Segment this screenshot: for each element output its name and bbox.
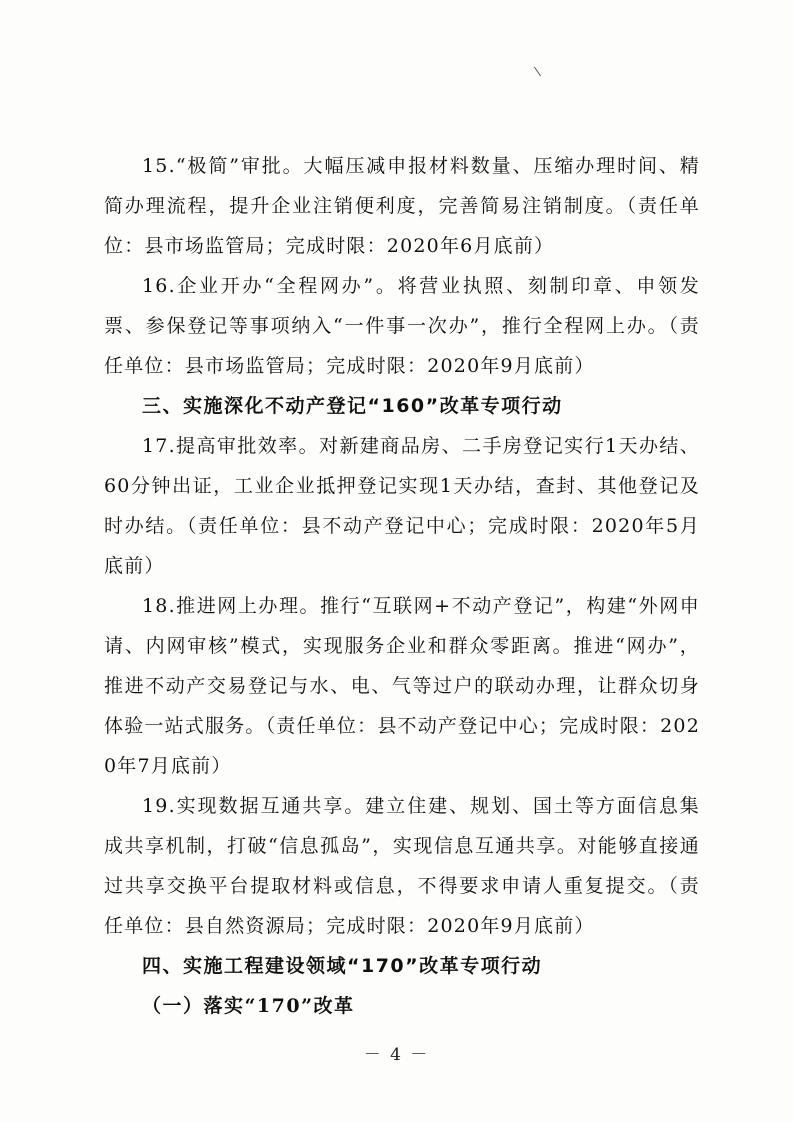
paragraph-item-18: 18.推进网上办理。推行“互联网+不动产登记”，构建“外网申请、内网审核”模式，实现服务企业和群众零距离。推进“网办”，推进不动产交易登记与水、电、气等过户的联动办理，让群众切身体验一站式服务。（责任单位：县不动产登记中心；完成时限：2020年7月底前） — [104, 595, 700, 777]
section-heading-3: 三、实施深化不动产登记“160”改革专项行动 — [142, 395, 563, 417]
document-body — [104, 146, 700, 1026]
paragraph-item-17: 17.提高审批效率。对新建商品房、二手房登记实行1天办结、60分钟出证，工业企业抵押登记实现1天办结，查封、其他登记及时办结。（责任单位：县不动产登记中心；完成时限：2020年5月底前） — [104, 435, 700, 577]
paragraph-item-16: 16.企业开办“全程网办”。将营业执照、刻制印章、申领发票、参保登记等事项纳入“一件事一次办”，推行全程网上办。（责任单位：县市场监管局；完成时限：2020年9月底前） — [104, 275, 700, 377]
scan-mark — [534, 67, 541, 77]
subsection-heading-1: （一）落实“170”改革 — [142, 995, 355, 1017]
page-number: － 4 － — [363, 1045, 430, 1065]
section-heading-4: 四、实施工程建设领域“170”改革专项行动 — [142, 955, 543, 977]
paragraph-item-15: 15.“极简”审批。大幅压减申报材料数量、压缩办理时间、精简办理流程，提升企业注销便利度，完善简易注销制度。（责任单位：县市场监管局；完成时限：2020年6月底前） — [104, 155, 700, 257]
paragraph-item-19: 19.实现数据互通共享。建立住建、规划、国土等方面信息集成共享机制，打破“信息孤岛”，实现信息互通共享。对能够直接通过共享交换平台提取材料或信息，不得要求申请人重复提交。（责任单位：县自然资源局；完成时限：2020年9月底前） — [104, 795, 700, 937]
